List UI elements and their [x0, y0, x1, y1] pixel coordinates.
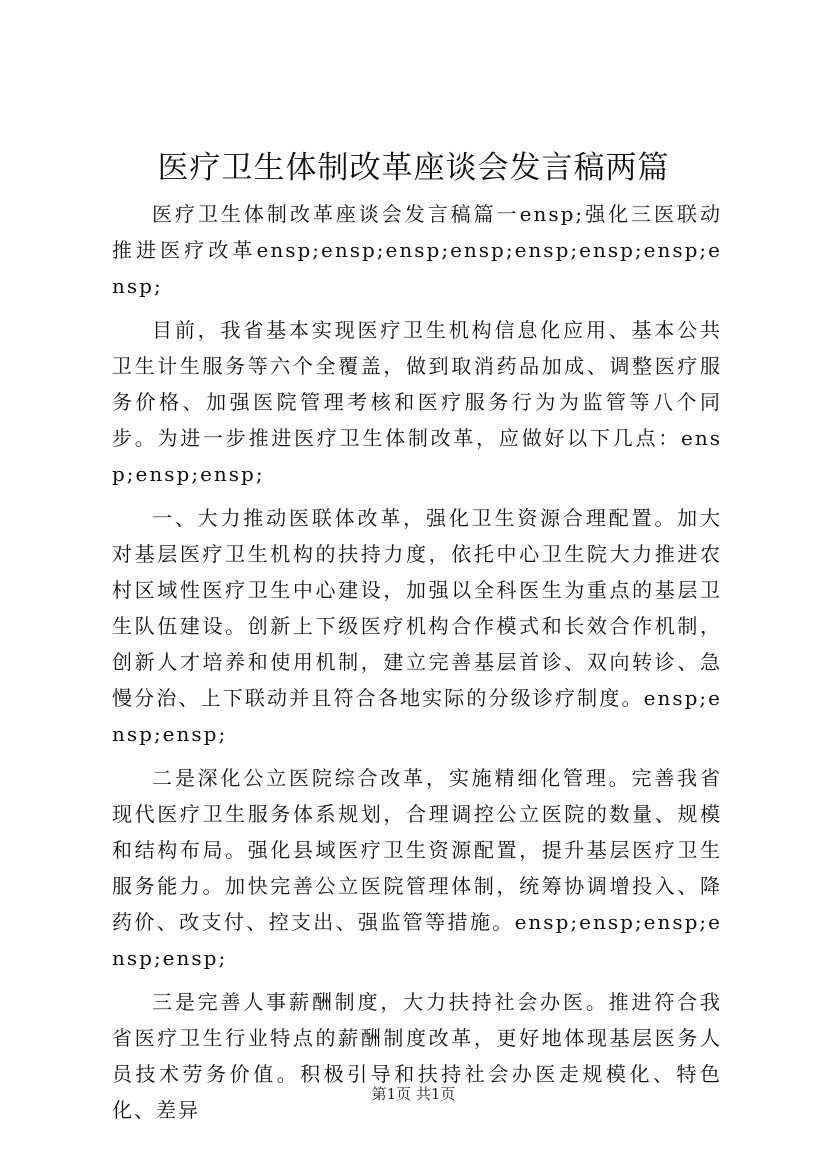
- paragraph-point-two: 二是深化公立医院综合改革，实施精细化管理。完善我省现代医疗卫生服务体系规划，合理调控公立医院的数量、规模和结构布局。强化县域医疗卫生资源配置，提升基层医疗卫生服务能力。加快完善公立医院管理体制，统筹协调增投入、降药价、改支付、控支出、强监管等措施。ensp;ensp;ensp;ensp;ensp;: [112, 766, 722, 970]
- paragraph-point-three: 三是完善人事薪酬制度，大力扶持社会办医。推进符合我省医疗卫生行业特点的薪酬制度改革，更好地体现基层医务人员技术劳务价值。积极引导和扶持社会办医走规模化、特色化、差异: [112, 990, 722, 1122]
- page-number-footer: 第1页 共1页: [371, 1085, 456, 1103]
- document-body: [112, 196, 722, 1136]
- paragraph-current-status: 目前，我省基本实现医疗卫生机构信息化应用、基本公共卫生计生服务等六个全覆盖，做到取消药品加成、调整医疗服务价格、加强医院管理考核和医疗服务行为为监管等八个同步。为进一步推进医疗卫生体制改革，应做好以下几点：ensp;ensp;ensp;: [112, 318, 722, 486]
- paragraph-point-one: 一、大力推动医联体改革，强化卫生资源合理配置。加大对基层医疗卫生机构的扶持力度，依托中心卫生院大力推进农村区域性医疗卫生中心建设，加强以全科医生为重点的基层卫生队伍建设。创新上下级医疗机构合作模式和长效合作机制，创新人才培养和使用机制，建立完善基层首诊、双向转诊、急慢分治、上下联动并且符合各地实际的分级诊疗制度。ensp;ensp;ensp;: [112, 506, 722, 746]
- document-title: 医疗卫生体制改革座谈会发言稿两篇: [157, 150, 670, 186]
- paragraph-intro: 医疗卫生体制改革座谈会发言稿篇一ensp;强化三医联动推进医疗改革ensp;ensp;ensp;ensp;ensp;ensp;ensp;ensp;: [112, 202, 722, 298]
